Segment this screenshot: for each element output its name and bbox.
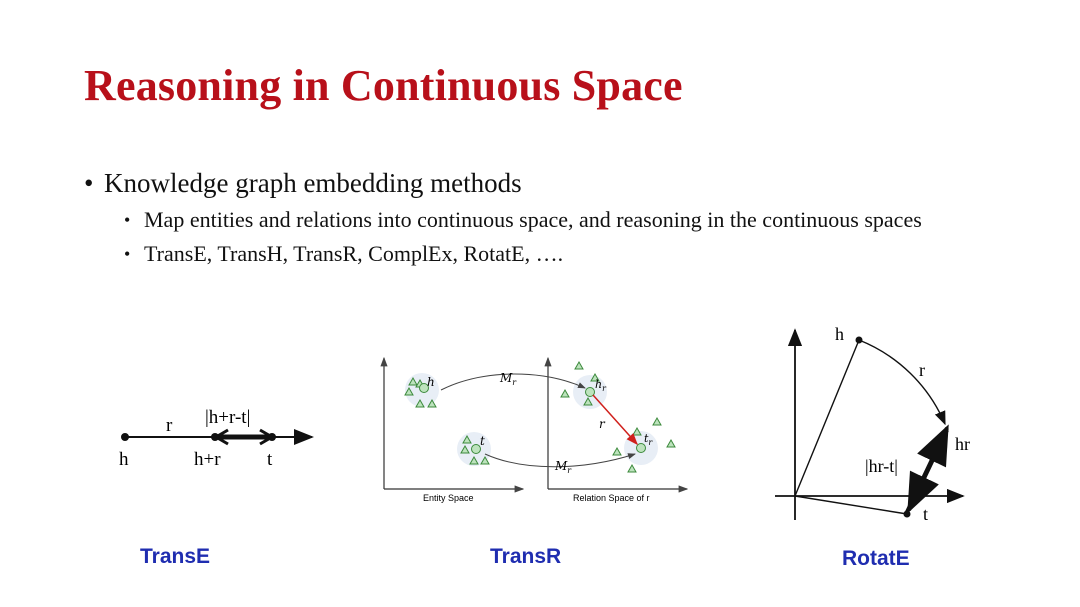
transe-point-t — [268, 433, 276, 441]
transe-point-h — [121, 433, 129, 441]
bullet-sub-2 — [124, 240, 984, 268]
transr-label-hr: $h_r$ — [595, 378, 606, 393]
rotate-arc-r — [859, 340, 945, 424]
transr-label-mr-bottom: $M_r$ — [555, 459, 572, 475]
transe-label-t: t — [267, 449, 273, 470]
rotate-diagram — [765, 320, 975, 530]
bullet-dot: • — [84, 168, 94, 198]
rotate-vector-h — [795, 340, 859, 496]
rotate-label-diff: |hr-t| — [865, 456, 898, 476]
rotate-caption: RotatE — [842, 547, 910, 570]
transr-caption: TransR — [490, 545, 562, 568]
rotate-label-r: r — [919, 360, 925, 380]
transe-diagram — [110, 395, 330, 475]
rotate-point-t — [904, 511, 911, 518]
bullet-sub-text: TransE, TransH, TransR, ComplEx, RotatE, …. — [144, 241, 564, 266]
transr-label-mr-top: $M_r$ — [500, 371, 517, 387]
bullet-sub-text: Map entities and relations into continuous space, and reasoning in the continuous spaces — [144, 207, 922, 232]
slide-title: Reasoning in Continuous Space — [84, 61, 683, 110]
bullet-list — [84, 166, 984, 268]
transe-label-r: r — [166, 415, 173, 436]
bullet-sub-1 — [124, 206, 984, 234]
transr-label-tr: $t_r$ — [644, 432, 653, 447]
rotate-diff-arrow-down — [909, 430, 947, 510]
transe-label-hr: h+r — [194, 449, 221, 470]
transr-diagram — [375, 350, 695, 510]
bullet-main-text: Knowledge graph embedding methods — [104, 168, 522, 198]
rotate-label-h: h — [835, 324, 844, 344]
rotate-label-hr: hr — [955, 434, 970, 454]
transe-label-h: h — [119, 449, 129, 470]
transr-label-h: h — [427, 375, 435, 389]
transe-figure — [110, 395, 330, 475]
transe-caption: TransE — [140, 545, 211, 568]
rotate-point-h — [856, 337, 863, 344]
rotate-vector-t — [795, 496, 907, 514]
bullet-main — [84, 166, 984, 200]
bullet-dot: • — [124, 210, 131, 230]
transe-point-hr — [211, 433, 219, 441]
transr-relation-space-label: Relation Space of r — [573, 493, 650, 503]
transe-label-diff: |h+r-t| — [205, 407, 251, 428]
rotate-figure — [765, 320, 975, 530]
transr-entity-space-label: Entity Space — [423, 493, 474, 503]
transr-label-r: r — [599, 417, 605, 431]
rotate-axes — [775, 330, 963, 520]
transr-figure — [375, 350, 695, 510]
transr-label-t: t — [480, 434, 485, 448]
rotate-label-t: t — [923, 504, 929, 524]
bullet-dot: • — [124, 244, 131, 264]
